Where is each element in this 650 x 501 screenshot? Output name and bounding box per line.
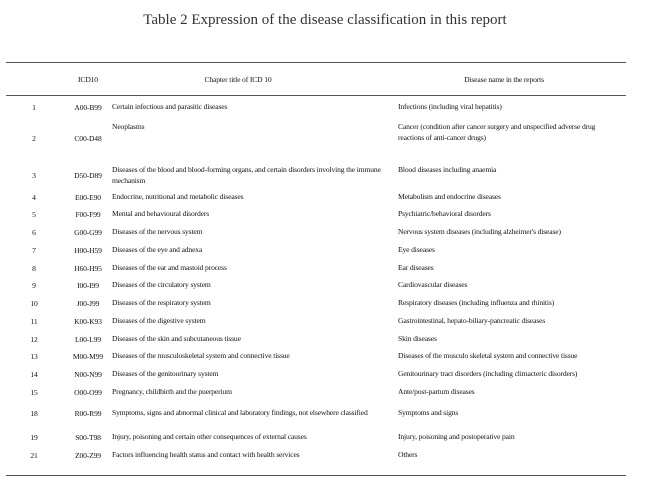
table-header-rule: [6, 95, 626, 96]
row-number: 6: [32, 227, 36, 237]
row-icd-code: F00-F99: [75, 209, 101, 219]
row-chapter-title: Endocrine, nutritional and metabolic diseases: [112, 192, 244, 201]
row-disease-name: Others: [398, 450, 418, 459]
row-icd-code: I00-I99: [77, 280, 99, 290]
row-number: 5: [32, 209, 36, 219]
row-icd-code: N00-N99: [74, 369, 102, 379]
row-chapter-title: Diseases of the digestive system: [112, 316, 206, 325]
row-chapter-title: Diseases of the skin and subcutaneous tissue: [112, 334, 241, 343]
row-chapter-title: Mental and behavioural disorders: [112, 209, 210, 218]
row-number: 7: [32, 245, 36, 255]
row-chapter-title: Diseases of the nervous system: [112, 227, 203, 236]
row-number: 10: [30, 298, 38, 308]
row-chapter-title: Certain infectious and parasitic diseases: [112, 102, 228, 111]
row-icd-code: R00-R99: [74, 408, 102, 418]
row-disease-name: Blood diseases including anaemia: [398, 165, 497, 174]
row-chapter-title: Diseases of the genitourinary system: [112, 369, 219, 378]
row-icd-code: D50-D89: [74, 170, 102, 180]
row-icd-code: C00-D48: [74, 133, 102, 143]
row-number: 21: [30, 450, 38, 460]
row-chapter-title: Diseases of the eye and adnexa: [112, 245, 203, 254]
row-chapter-title: Neoplasms: [112, 122, 145, 131]
row-number: 12: [30, 334, 38, 344]
row-icd-code: L00-L99: [75, 334, 101, 344]
row-number: 14: [30, 369, 38, 379]
header-icd10: ICD10: [78, 75, 98, 84]
row-disease-name: Symptoms and signs: [398, 408, 459, 417]
row-icd-code: S00-T98: [75, 432, 101, 442]
row-disease-name: Psychiatric/behavioral disorders: [398, 209, 491, 218]
row-number: 4: [32, 192, 36, 202]
row-number: 15: [30, 387, 38, 397]
row-chapter-title: Diseases of the circulatory system: [112, 280, 211, 289]
row-number: 9: [32, 280, 36, 290]
row-number: 8: [32, 263, 36, 273]
table-title: Table 2 Expression of the disease classification in this report: [143, 12, 507, 28]
row-disease-name: Eye diseases: [398, 245, 435, 254]
row-disease-name: Gastrointestinal, hepato-biliary-pancreatic diseases: [398, 316, 546, 325]
row-icd-code: K00-K93: [74, 316, 102, 326]
table-bottom-rule: [6, 475, 626, 476]
row-disease-name: Ear diseases: [398, 263, 434, 272]
row-number: 19: [30, 432, 38, 442]
header-disease-name: Disease name in the reports: [464, 75, 544, 84]
row-icd-code: O00-O99: [74, 387, 102, 397]
row-chapter-title: Pregnancy, childbirth and the puerperium: [112, 387, 232, 396]
row-disease-name: Injury, poisoning and postoperative pain: [398, 432, 515, 441]
table-top-rule: [6, 62, 626, 63]
row-disease-name: Cardiovascular diseases: [398, 280, 468, 289]
row-icd-code: H00-H59: [74, 245, 102, 255]
row-chapter-title: Diseases of the ear and mastoid process: [112, 263, 227, 272]
row-chapter-title: Diseases of the respiratory system: [112, 298, 211, 307]
row-disease-name: Nervous system diseases (including alzheimer's disease): [398, 227, 561, 236]
row-icd-code: E00-E90: [75, 192, 101, 202]
row-disease-name: Skin diseases: [398, 334, 437, 343]
row-disease-name: Metabolism and endocrine diseases: [398, 192, 501, 201]
row-chapter-title: Diseases of the musculoskeletal system and connective tissue: [112, 351, 290, 360]
row-number: 2: [32, 133, 36, 143]
row-number: 1: [32, 102, 36, 112]
row-disease-name: Respiratory diseases (including influenza and rhinitis): [398, 298, 555, 307]
row-icd-code: H60-H95: [74, 263, 102, 273]
row-icd-code: A00-B99: [74, 102, 102, 112]
row-number: 3: [32, 170, 36, 180]
row-disease-name: Ante/post-partum diseases: [398, 387, 475, 396]
row-number: 18: [30, 408, 38, 418]
row-disease-name: Infections (including viral hepatitis): [398, 102, 502, 111]
row-icd-code: M00-M99: [72, 351, 104, 361]
row-number: 11: [30, 316, 38, 326]
row-disease-name: Genitourinary tract disorders (including climacteric disorders): [398, 369, 578, 378]
row-chapter-title: Symptoms, signs and abnormal clinical and laboratory findings, not elsewhere classified: [112, 408, 368, 417]
header-chapter-title: Chapter title of ICD 10: [204, 75, 272, 84]
row-chapter-title: Factors influencing health status and contact with health services: [112, 450, 300, 459]
row-number: 13: [30, 351, 38, 361]
row-disease-name: Cancer (condition after cancer surgery and unspecified adverse drug reactions of anti-cancer drugs): [398, 122, 596, 142]
row-icd-code: J00-J99: [76, 298, 100, 308]
row-icd-code: G00-G99: [74, 227, 102, 237]
row-disease-name: Diseases of the musculo skeletal system and connective tissue: [398, 351, 578, 360]
row-icd-code: Z00-Z99: [75, 450, 101, 460]
row-chapter-title: Diseases of the blood and blood-forming organs, and certain disorders involving the immune mechanism: [112, 165, 381, 185]
row-chapter-title: Injury, poisoning and certain other consequences of external causes: [112, 432, 307, 441]
